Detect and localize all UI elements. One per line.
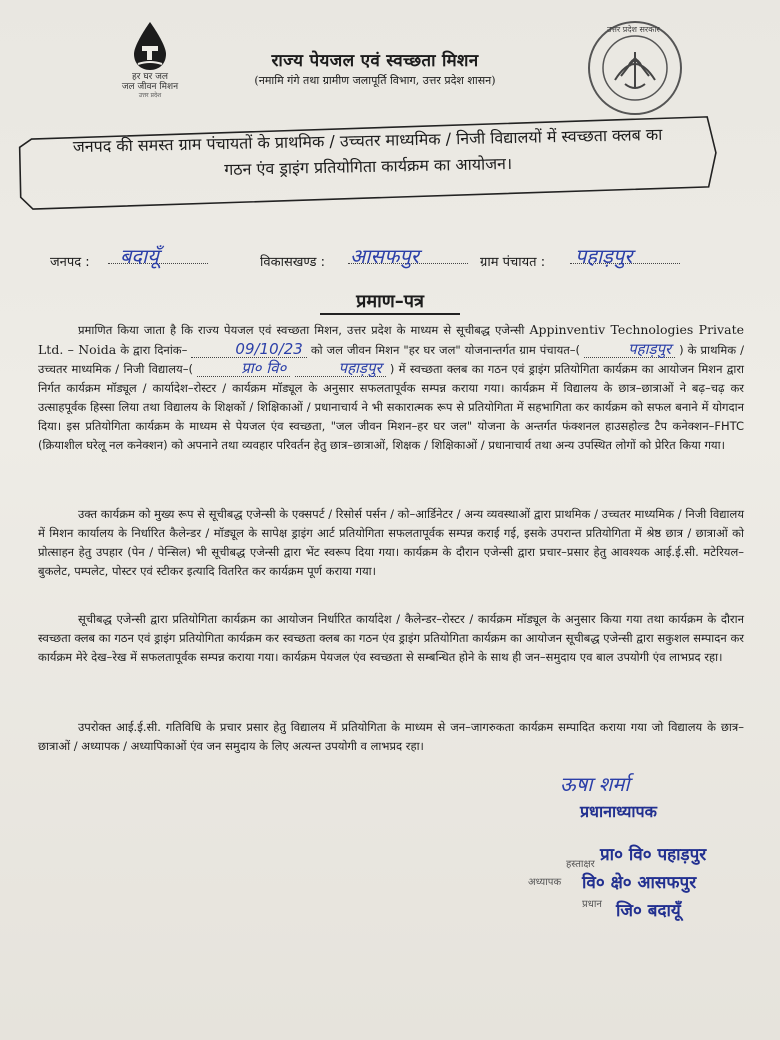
certificate-paragraph-4: उपरोक्त आई.ई.सी. गतिविधि के प्रचार प्रसार हेतु विद्यालय में प्रतियोगिता के माध्यम से जन–जागरुकता कार्यक्रम सम्पादित कराया गया जो विद्यालय के छात्र–छात्राओं / अध्यापक / अध्यापिकाओं एंव जन समुदाय के लिए अत्यन्त उपयोगी व लाभप्रद रहा। xyxy=(38,720,744,753)
water-drop-icon xyxy=(128,20,172,72)
district-label: जनपद : xyxy=(50,255,90,270)
p1-text-c: को जल जीवन मिशन "हर घर जल" योजनान्तर्गत ग्राम पंचायत–( xyxy=(310,343,581,357)
certificate-heading: प्रमाण–पत्र xyxy=(320,289,460,315)
block-label: विकासखण्ड : xyxy=(260,255,326,270)
role-stamp: प्रधानाध्यापक xyxy=(580,802,657,821)
banner-line-2: गठन एंव ड्राइंग प्रतियोगिता कार्यक्रम का आयोजन। xyxy=(224,153,513,180)
school-fill-2: पहाड़पुर xyxy=(295,360,386,377)
location-fields xyxy=(50,244,740,278)
printed-head-label: प्रधान xyxy=(582,899,602,910)
p1-text-e: ) में स्वच्छता क्लब का गठन एवं ड्राइंग प्रतियोगिता कार्यक्रम का आयोजन मिशन द्वारा निर्गत कार्यक्रम मॉड्यूल / कार्यादेश–रोस्टर / कार्यक्रम मॉड्यूल के अनुसार सफलतापूर्वक सम्पन्न कराया गया। कार्यक्रम में विद्यालय के छात्र–छात्राओं ने बढ़–चढ़ कर उत्साहपूर्वक हिस्सा लिया तथा विद्यालय के शिक्षकों / शिक्षिकाओं / प्रधानाचार्य ने भी सकारात्मक रूप से प्रतियोगिता में सहभागिता कर कार्यक्रम को सफल बनाने में योगदान दिया। इस प्रतियोगिता कार्यक्रम के माध्यम से पेयजल एंव स्वच्छता, "जल जीवन मिशन–हर घर जल" योजना के अन्तर्गत फंक्शनल हाउसहोल्ड टैप कनेक्शन–FHTC (क्रियाशील घरेलू नल कनेक्शन) को अपनाने तथा व्यवहार परिवर्तन हेतु छात्र–छात्राओं, शिक्षक / शिक्षिकाओं / प्रधानाचार्य तथा अन्य उपस्थित लोगों को प्रेरित किया गया। xyxy=(38,362,745,452)
printed-signature-label: हस्ताक्षर xyxy=(566,859,595,870)
p1-text-d: ) के प्राथमिक / उच्चतर माध्यमिक / निजी विद्यालय–( xyxy=(38,343,745,376)
block-stamp: वि० क्षे० आसफपुर xyxy=(582,873,697,893)
signature-block xyxy=(520,770,760,970)
seal-text: उत्तर प्रदेश सरकार xyxy=(607,25,660,34)
school-fill: प्रा० वि० xyxy=(197,360,290,377)
logo-caption-1: हर घर जल xyxy=(132,72,168,82)
certificate-paragraph-2: उक्त कार्यक्रम को मुख्य रूप से सूचीबद्ध एजेन्सी के एक्सपर्ट / रिसोर्स पर्सन / को–आर्डिनेटर / अन्य व्यवस्थाओं द्वारा प्राथमिक / उच्चतर माध्यमिक / निजी विद्यालय में मिशन कार्यालय के निर्धारित कैलेन्डर / मॉड्यूल के सापेक्ष ड्राइंग आर्ट प्रतियोगिता सफलतापूर्वक सम्पन्न कराई गई, इसके उपरान्त प्रतियोगिता में श्रेष्ठ छात्र / छात्राओं को प्रोत्साहन हेतु उपहार (पेन / पेन्सिल) भी सूचीबद्ध एजेन्सी द्वारा भेंट स्वरूप दिया गया। कार्यक्रम के दौरान एजेन्सी द्वारा प्रचार–प्रसार हेतु आवश्यक आई.ई.सी. मटेरियल–बुकलेट, पम्पलेट, पोस्टर एवं स्टीकर इत्यादि वितरित कर कार्यक्रम पूर्ण कराया गया। xyxy=(38,507,744,578)
p1-text-b: के द्वारा दिनांक– xyxy=(120,343,188,357)
logo-caption-2: जल जीवन मिशन xyxy=(121,82,179,92)
logo-caption-3: उत्तर प्रदेश xyxy=(138,92,162,99)
block-value: आसफपुर xyxy=(350,244,419,268)
subject-banner xyxy=(17,103,719,218)
mission-subtitle: (नमामि गंगे तथा ग्रामीण जलापूर्ति विभाग, उत्तर प्रदेश शासन) xyxy=(254,74,496,87)
banner-line-1: जनपद की समस्त ग्राम पंचायतों के प्राथमिक / उच्चतर माध्यमिक / निजी विद्यालयों में स्वच्छता क्लब का xyxy=(72,124,663,157)
p1-text-a: प्रमाणित किया जाता है कि राज्य पेयजल एवं स्वच्छता मिशन, उत्तर प्रदेश के माध्यम से सूचीबद्ध एजेन्सी xyxy=(78,323,525,337)
handwritten-signature: ऊषा शर्मा xyxy=(560,772,630,796)
panchayat-fill: पहाड़पुर xyxy=(584,341,675,358)
printed-teacher-label: अध्यापक xyxy=(528,877,562,888)
panchayat-label: ग्राम पंचायत : xyxy=(480,255,546,270)
agency-name: Appinventiv Technologies Private Ltd. – Noida xyxy=(38,322,744,357)
date-value: 09/10/23 xyxy=(191,341,306,358)
school-stamp: प्रा० वि० पहाड़पुर xyxy=(600,845,707,865)
panchayat-value: पहाड़पुर xyxy=(575,244,633,268)
mission-title: राज्य पेयजल एवं स्वच्छता मिशन xyxy=(271,51,479,71)
har-ghar-jal-logo xyxy=(110,20,190,110)
certificate-paragraph-1 xyxy=(38,320,744,455)
district-value: बदायूँ xyxy=(120,244,159,268)
certificate-paragraph-3: सूचीबद्ध एजेन्सी द्वारा प्रतियोगिता कार्यक्रम का आयोजन निर्धारित कार्यादेश / कैलेन्डर–रोस्टर / कार्यक्रम मॉड्यूल के अनुसार किया गया तथा कार्यक्रम के दौरान स्वच्छता क्लब का गठन एवं ड्राइंग प्रतियोगिता कार्यक्रम कर स्वच्छता क्लब का गठन एंव ड्राइंग प्रतियोगिता कार्यक्रम का आयोजन सूचीबद्ध एजेन्सी द्वारा सकुशल सम्पादन कर कार्यक्रम मेरे देख–रेख में सफलतापूर्वक सम्पन्न कराया गया। कार्यक्रम पेयजल एंव स्वच्छता से सम्बन्धित होने के साथ ही जन–समुदाय एव बाल उपयोगी एंव लाभप्रद रहा। xyxy=(38,612,744,664)
district-stamp: जि० बदायूँ xyxy=(616,901,681,921)
header xyxy=(190,48,560,88)
